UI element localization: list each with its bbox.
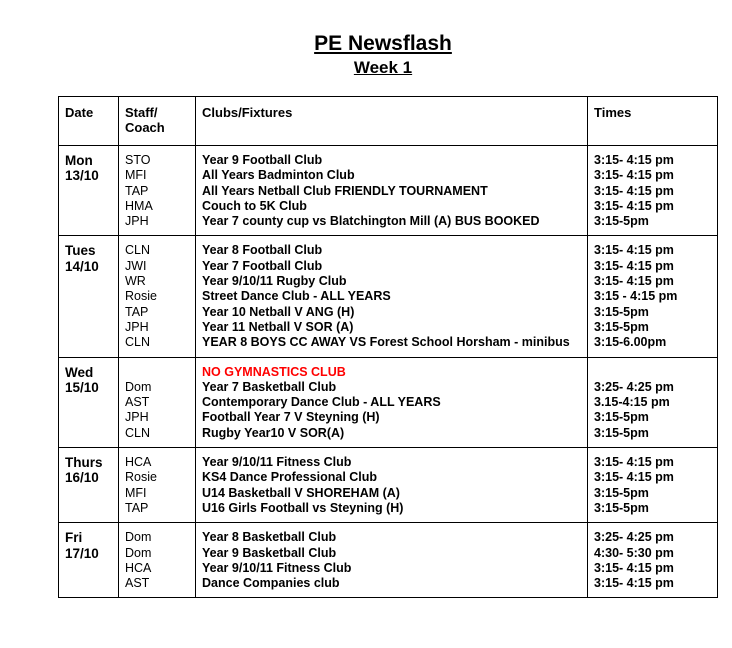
day-date: 15/10 xyxy=(65,379,99,395)
club-entry: Year 9/10/11 Fitness Club xyxy=(202,560,352,575)
times-cell xyxy=(588,523,718,598)
day-name: Mon xyxy=(65,153,93,168)
day-date: 13/10 xyxy=(65,168,99,184)
day-name: Fri xyxy=(65,530,83,546)
time-entry: 3:25- 4:25 pm xyxy=(594,379,674,394)
times-cell xyxy=(588,357,718,447)
column-header-date: Date xyxy=(59,97,119,146)
clubs-cell xyxy=(196,357,588,447)
club-entry: Street Dance Club - ALL YEARS xyxy=(202,289,391,304)
notice-text: NO GYMNASTICS CLUB xyxy=(202,364,346,379)
day-date: 14/10 xyxy=(65,258,99,274)
day-name: Thurs xyxy=(65,455,103,471)
staff-code: STO xyxy=(125,153,151,167)
day-cell xyxy=(59,523,119,598)
staff-code: CLN xyxy=(125,335,151,350)
table-row xyxy=(59,236,718,357)
club-entry: Dance Companies club xyxy=(202,576,340,591)
time-entry: 3:15- 4:15 pm xyxy=(594,258,674,273)
day-cell xyxy=(59,146,119,236)
club-entry: Year 11 Netball V SOR (A) xyxy=(202,319,354,334)
club-entry: Year 7 Basketball Club xyxy=(202,379,337,394)
club-entry: U14 Basketball V SHOREHAM (A) xyxy=(202,485,400,500)
header-row xyxy=(59,97,718,146)
day-date: 17/10 xyxy=(65,545,99,561)
club-entry: All Years Badminton Club xyxy=(202,168,355,183)
table-row xyxy=(59,146,718,236)
club-entry: Rugby Year10 V SOR(A) xyxy=(202,425,345,440)
staff-code: TAP xyxy=(125,183,149,198)
staff-code: Rosie xyxy=(125,470,157,485)
day-cell xyxy=(59,357,119,447)
club-entry: All Years Netball Club FRIENDLY TOURNAMENT xyxy=(202,183,488,198)
staff-code: AST xyxy=(125,576,150,591)
club-entry: Contemporary Dance Club - ALL YEARS xyxy=(202,395,441,410)
day-cell xyxy=(59,236,119,357)
clubs-cell xyxy=(196,523,588,598)
staff-code: JPH xyxy=(125,319,149,334)
staff-code: JPH xyxy=(125,410,149,425)
table-row xyxy=(59,448,718,523)
time-entry: 3:15-5pm xyxy=(594,485,649,500)
day-name: Tues xyxy=(65,243,96,259)
staff-code: JWI xyxy=(125,258,147,273)
staff-cell xyxy=(119,236,196,357)
time-entry: 3:15-5pm xyxy=(594,500,649,515)
column-header-staff: Staff/ Coach xyxy=(119,97,196,146)
time-entry: 3:15- 4:15 pm xyxy=(594,198,674,213)
time-entry: 3:15-5pm xyxy=(594,410,649,425)
table-row xyxy=(59,357,718,447)
page-title: PE Newsflash xyxy=(314,32,452,55)
times-cell xyxy=(588,236,718,357)
day-date: 16/10 xyxy=(65,470,99,486)
time-entry: 3:15- 4:15 pm xyxy=(594,470,674,485)
staff-code: AST xyxy=(125,395,150,410)
club-entry: YEAR 8 BOYS CC AWAY VS Forest School Horsham - minibus xyxy=(202,335,570,350)
time-entry: 3:15-5pm xyxy=(594,425,649,440)
times-cell xyxy=(588,146,718,236)
staff-code: Dom xyxy=(125,545,152,560)
time-entry: 3:15 - 4:15 pm xyxy=(594,289,678,304)
table-row xyxy=(59,523,718,598)
times-cell xyxy=(588,448,718,523)
staff-cell xyxy=(119,146,196,236)
time-entry: 3:25- 4:25 pm xyxy=(594,530,674,545)
time-entry: 3:15- 4:15 pm xyxy=(594,274,674,289)
time-entry: 3:15-5pm xyxy=(594,304,649,319)
time-entry: 3:15- 4:15 pm xyxy=(594,243,674,258)
club-entry: Football Year 7 V Steyning (H) xyxy=(202,410,380,425)
staff-code: CLN xyxy=(125,425,151,440)
time-entry: 3.15-4:15 pm xyxy=(594,395,670,410)
staff-code: TAP xyxy=(125,500,149,515)
club-entry: Year 9/10/11 Fitness Club xyxy=(202,455,352,470)
staff-code: HMA xyxy=(125,198,153,213)
page-subtitle: Week 1 xyxy=(353,58,413,77)
time-entry: 3:15- 4:15 pm xyxy=(594,455,674,470)
staff-code: WR xyxy=(125,274,146,289)
staff-code: Dom xyxy=(125,530,152,545)
column-header-clubs: Clubs/Fixtures xyxy=(196,97,588,146)
staff-code: TAP xyxy=(125,304,149,319)
staff-code: JPH xyxy=(125,214,149,229)
time-entry: 3:15-6.00pm xyxy=(594,335,667,350)
staff-code: Rosie xyxy=(125,289,157,304)
schedule-table xyxy=(58,96,718,598)
staff-code: HCA xyxy=(125,455,152,470)
clubs-cell xyxy=(196,236,588,357)
staff-cell xyxy=(119,448,196,523)
staff-code: CLN xyxy=(125,243,151,258)
staff-code: Dom xyxy=(125,379,152,394)
club-entry: U16 Girls Football vs Steyning (H) xyxy=(202,500,404,515)
time-entry: 3:15- 4:15 pm xyxy=(594,153,674,167)
club-entry: Year 9 Football Club xyxy=(202,153,323,167)
club-entry: Year 9/10/11 Rugby Club xyxy=(202,274,347,289)
club-entry: KS4 Dance Professional Club xyxy=(202,470,378,485)
time-entry: 3:15- 4:15 pm xyxy=(594,183,674,198)
club-entry: Year 7 Football Club xyxy=(202,258,323,273)
staff-code: MFI xyxy=(125,485,147,500)
spacer xyxy=(125,365,189,380)
time-entry: 3:15- 4:15 pm xyxy=(594,576,674,591)
column-header-times: Times xyxy=(588,97,718,146)
time-entry: 3:15- 4:15 pm xyxy=(594,560,674,575)
club-entry: Year 10 Netball V ANG (H) xyxy=(202,304,355,319)
club-entry: Couch to 5K Club xyxy=(202,198,307,213)
time-entry: 4:30- 5:30 pm xyxy=(594,545,674,560)
time-entry: 3:15-5pm xyxy=(594,319,649,334)
staff-cell xyxy=(119,523,196,598)
day-cell xyxy=(59,448,119,523)
clubs-cell xyxy=(196,146,588,236)
club-entry: Year 7 county cup vs Blatchington Mill (A) BUS BOOKED xyxy=(202,214,540,229)
day-name: Wed xyxy=(65,364,94,380)
club-entry: Year 9 Basketball Club xyxy=(202,545,337,560)
time-entry: 3:15-5pm xyxy=(594,214,649,229)
club-entry: Year 8 Football Club xyxy=(202,243,323,258)
staff-code: HCA xyxy=(125,560,152,575)
spacer xyxy=(594,365,711,380)
time-entry: 3:15- 4:15 pm xyxy=(594,168,674,183)
staff-code: MFI xyxy=(125,168,147,183)
club-entry: Year 8 Basketball Club xyxy=(202,530,337,545)
clubs-cell xyxy=(196,448,588,523)
staff-cell xyxy=(119,357,196,447)
